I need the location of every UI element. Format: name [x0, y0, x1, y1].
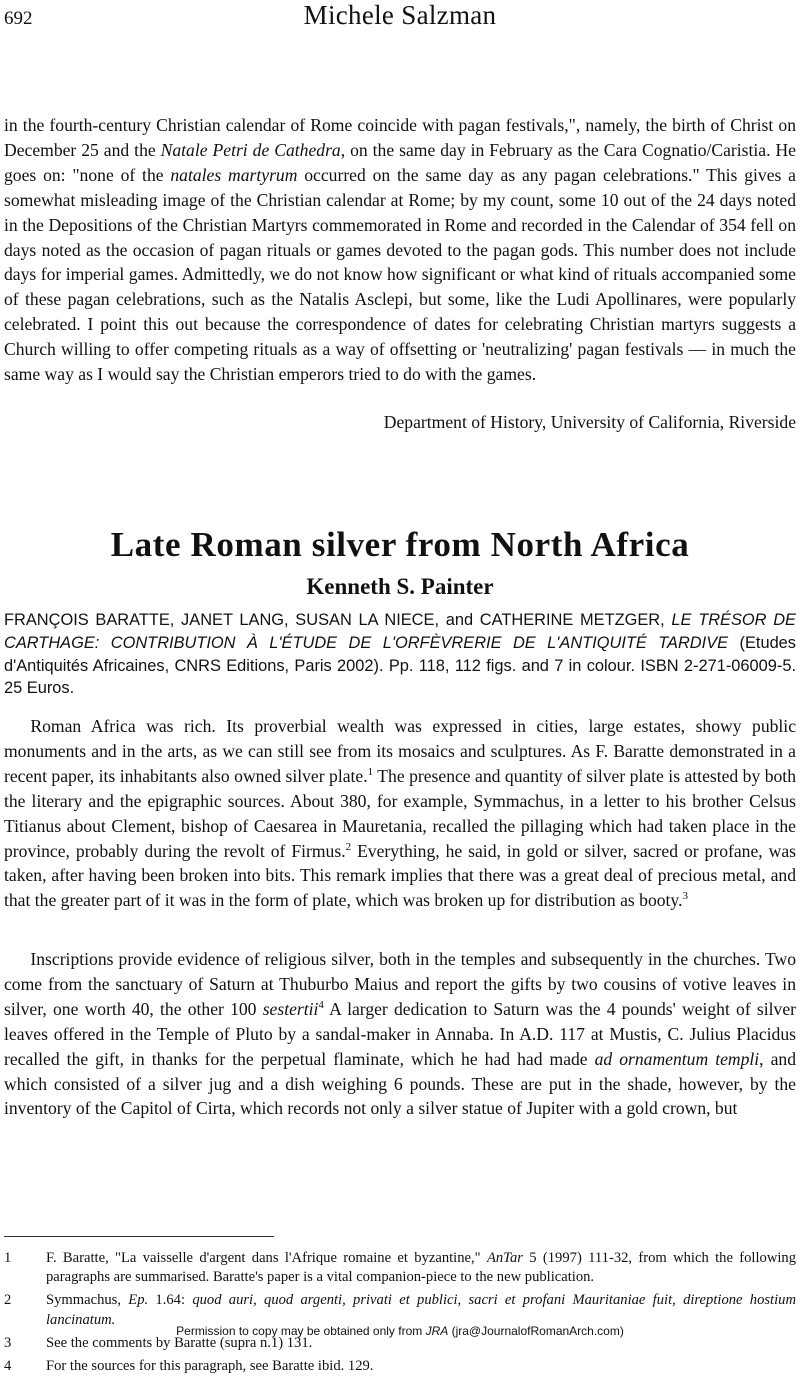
footnote-ref[interactable]: 4 [318, 998, 324, 1011]
review-reference: FRANÇOIS BARATTE, JANET LANG, SUSAN LA NIECE, and CATHERINE METZGER, LE TRÉSOR DE CARTHAGE: CONTRIBUTION À L'ÉTUDE DE L'ORFÈVRERIE DE L'ANTIQUITÉ TARDIVE (Etudes d'Antiquités Africaines, CNRS Editions, Paris 2002). Pp. 118, 112 figs. and 7 in colour. ISBN 2-271-06009-5. 25 Euros. [4, 611, 796, 698]
footnotes [4, 1249, 796, 1376]
footnote-ref[interactable]: 2 [345, 840, 352, 853]
footnote-number: 3 [4, 1334, 12, 1351]
footnote-number: 2 [4, 1292, 12, 1309]
footnote-number: 1 [4, 1250, 12, 1266]
article-title: Late Roman silver from North Africa [110, 525, 690, 564]
footnote-number: 4 [4, 1358, 12, 1375]
footnote-3: 3 See the comments by Baratte (supra n.1) 131. [4, 1334, 796, 1353]
contact-email[interactable]: (jra@JournalofRomanArch.com) [448, 1324, 624, 1338]
running-head [0, 0, 800, 34]
page-number: 692 [4, 8, 33, 29]
body-paragraph-1: Roman Africa was rich. Its proverbial wealth was expressed in cities, large estates, showy public monuments and in the arts, as we can still see from its mosaics and sculptures. As F. Baratte demonstrated in a recent paper, its inhabitants also owned silver plate.$^1$ The presence and quantity of silver plate is attested by both the literary and the epigraphic sources. About 380, for example, Symmachus, in a letter to his brother Celsus Titianus about Clement, bishop of Caesarea in Mauretania, recalled the pillaging which had taken place in the province, probably during the revolt of Firmus.$^2$ Everything, he said, in gold or silver, sacred or profane, was taken, after having been broken into bits. This remark implies that there was a great deal of precious metal, and that the greater part of it was in the form of plate, which was broken up for distribution as booty.$^3$ [4, 716, 796, 911]
footnote-4: 4 For the sources for this paragraph, see Baratte ibid. 129. [4, 1357, 796, 1376]
running-title: Michele Salzman [303, 0, 497, 30]
body-paragraph-2: Inscriptions provide evidence of religious silver, both in the temples and subsequently in the churches. Two come from the sanctuary of Saturn at Thuburbo Maius and report the gifts by two cousins of votive leaves in silver, one worth 40, the other 100 sestertii$^4$ A larger dedication to Saturn was the 4 pounds' weight of silver leaves offered in the Temple of Pluto by a sandal-maker in Annaba. In A.D. 117 at Mustis, C. Julius Placidus recalled the gift, in thanks for the perpetual flaminate, which he had had made ad ornamentum templi, and which consisted of a silver jug and a dish weighing 6 pounds. These are put in the shade, however, by the inventory of the Capitol of Cirta, which records not only a silver statue of Jupiter with a gold crown, but [4, 949, 796, 1119]
previous-article-paragraph: in the fourth-century Christian calendar of Rome coincide with pagan festivals,", namely, the birth of Christ on December 25 and the Natale Petri de Cathedra, on the same day in February as the Cara Cognatio/Caristia. He goes on: "none of the natales martyrum occurred on the same day as any pagan celebrations." This gives a somewhat misleading image of the Christian calendar at Rome; by my count, some 10 out of the 24 days noted in the Depositions of the Christian Martyrs commemorated in Rome and recorded in the Calendar of 354 fell on days noted as the occasion of pagan rituals or games devoted to the pagan gods. This number does not include days for imperial games. Admittedly, we do not know how significant or what kind of rituals accompanied some of these pagan celebrations, such as the Natalis Asclepi, but some, like the Ludi Apollinares, were popularly celebrated. I point this out because the correspondence of dates for celebrating Christian martyrs suggests a Church willing to offer competing rituals as a way of offsetting or 'neutralizing' pagan festivals — in much the same way as I would say the Christian emperors tried to do with the games. [4, 115, 796, 385]
article-author: Kenneth S. Painter [306, 574, 494, 599]
footnote-divider [4, 1236, 274, 1237]
book-title: LE TRÉSOR DE CARTHAGE: CONTRIBUTION À L'ÉTUDE DE L'ORFÈVRERIE DE L'ANTIQUITÉ TARDIVE [4, 611, 796, 652]
footnote-1: 1 F. Baratte, "La vaisselle d'argent dans l'Afrique romaine et byzantine," AnTar 5 (1997) 111-32, from which the following paragraphs are summarised. Baratte's paper is a vital companion-piece to the new publication. [4, 1250, 797, 1286]
footnote-ref[interactable]: 3 [682, 890, 688, 903]
author-affiliation: Department of History, University of California, Riverside [383, 412, 796, 432]
permission-notice: Permission to copy may be obtained only from JRA (jra@JournalofRomanArch.com) [176, 1324, 624, 1338]
footnote-2: 2 Symmachus, Ep. 1.64: quod auri, quod argenti, privati et publici, sacri et profani Mauritaniae fuit, direptione hostium lancinatum. [4, 1292, 797, 1328]
footnote-ref[interactable]: 1 [367, 765, 374, 778]
